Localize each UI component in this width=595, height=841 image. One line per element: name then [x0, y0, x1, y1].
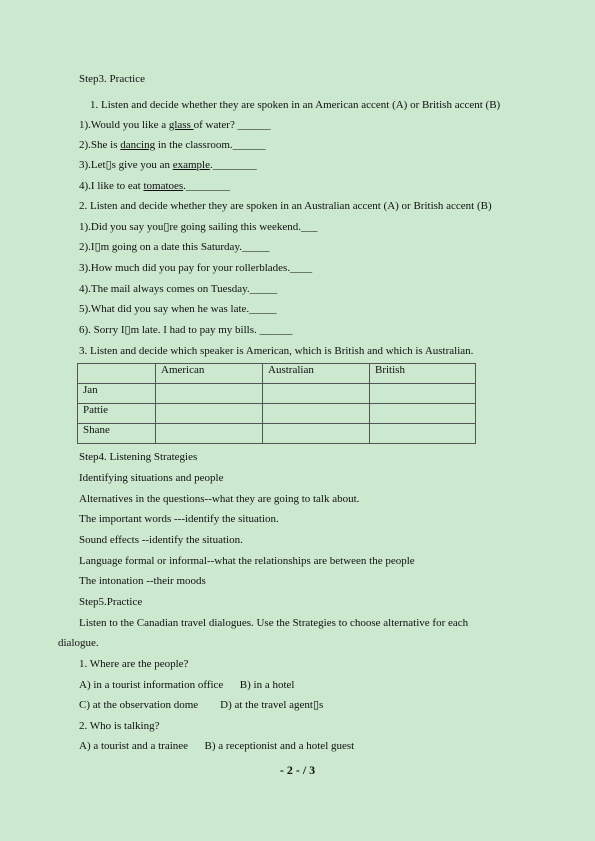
- step5-q1-options-cd: C) at the observation dome D) at the travel agent▯s: [79, 699, 324, 711]
- step5-q1-options-ab: A) in a tourist information office B) in a hotel: [79, 679, 295, 691]
- answer-cell: [156, 424, 263, 444]
- step3-heading: Step3. Practice: [79, 73, 145, 85]
- answer-cell: [263, 424, 370, 444]
- q1-title: 1. Listen and decide whether they are spoken in an American accent (A) or British accent (B): [90, 99, 501, 111]
- accent-table: [77, 363, 476, 444]
- step5-intro-cont: dialogue.: [58, 637, 99, 649]
- speaker-name: Pattie: [78, 404, 156, 424]
- answer-cell: [263, 404, 370, 424]
- table-row: [78, 384, 476, 404]
- step4-heading: Step4. Listening Strategies: [79, 451, 198, 463]
- q2-item-3: 3).How much did you pay for your rollerblades.____: [79, 262, 313, 274]
- table-row: [78, 404, 476, 424]
- answer-cell: [156, 384, 263, 404]
- speaker-name: Jan: [78, 384, 156, 404]
- q1-item-2: 2).She is dancing in the classroom.______: [79, 139, 266, 151]
- q2-title: 2. Listen and decide whether they are spoken in an Australian accent (A) or British accent (B): [79, 200, 492, 212]
- strategy-line: Alternatives in the questions--what they are going to talk about.: [79, 493, 360, 505]
- q2-item-2: 2).I▯m going on a date this Saturday._____: [79, 241, 270, 253]
- answer-cell: [156, 404, 263, 424]
- strategy-line: The important words ---identify the situation.: [79, 513, 279, 525]
- answer-cell: [370, 424, 476, 444]
- strategy-line: Sound effects --identify the situation.: [79, 534, 243, 546]
- q2-item-5: 5).What did you say when he was late._____: [79, 303, 277, 315]
- table-row: [78, 424, 476, 444]
- q1-item-3: 3).Let▯s give you an example.________: [79, 159, 257, 171]
- table-header-cell: American: [156, 364, 263, 384]
- table-header-cell: [78, 364, 156, 384]
- answer-cell: [370, 384, 476, 404]
- q1-item-4: 4).I like to eat tomatoes.________: [79, 180, 230, 192]
- q2-item-6: 6). Sorry I▯m late. I had to pay my bills. ______: [79, 324, 293, 336]
- table-header-row: [78, 364, 476, 384]
- step5-question-2: 2. Who is talking?: [79, 720, 160, 732]
- table-header-cell: British: [370, 364, 476, 384]
- answer-cell: [370, 404, 476, 424]
- step5-q2-options-ab: A) a tourist and a trainee B) a receptionist and a hotel guest: [79, 740, 355, 752]
- q3-title: 3. Listen and decide which speaker is American, which is British and which is Australian.: [79, 345, 474, 357]
- speaker-name: Shane: [78, 424, 156, 444]
- page-number: - 2 - / 3: [279, 763, 316, 777]
- strategy-line: Language formal or informal--what the relationships are between the people: [79, 555, 415, 567]
- step5-question-1: 1. Where are the people?: [79, 658, 189, 670]
- table-header-cell: Australian: [263, 364, 370, 384]
- strategy-line: Identifying situations and people: [79, 472, 224, 484]
- step5-heading: Step5.Practice: [79, 596, 143, 608]
- strategy-line: The intonation --their moods: [79, 575, 206, 587]
- q1-item-1: 1).Would you like a glass of water? ______: [79, 119, 271, 131]
- q2-item-4: 4).The mail always comes on Tuesday._____: [79, 283, 278, 295]
- q2-item-1: 1).Did you say you▯re going sailing this weekend.___: [79, 221, 318, 233]
- answer-cell: [263, 384, 370, 404]
- step5-intro: Listen to the Canadian travel dialogues. Use the Strategies to choose alternative for each: [79, 617, 469, 629]
